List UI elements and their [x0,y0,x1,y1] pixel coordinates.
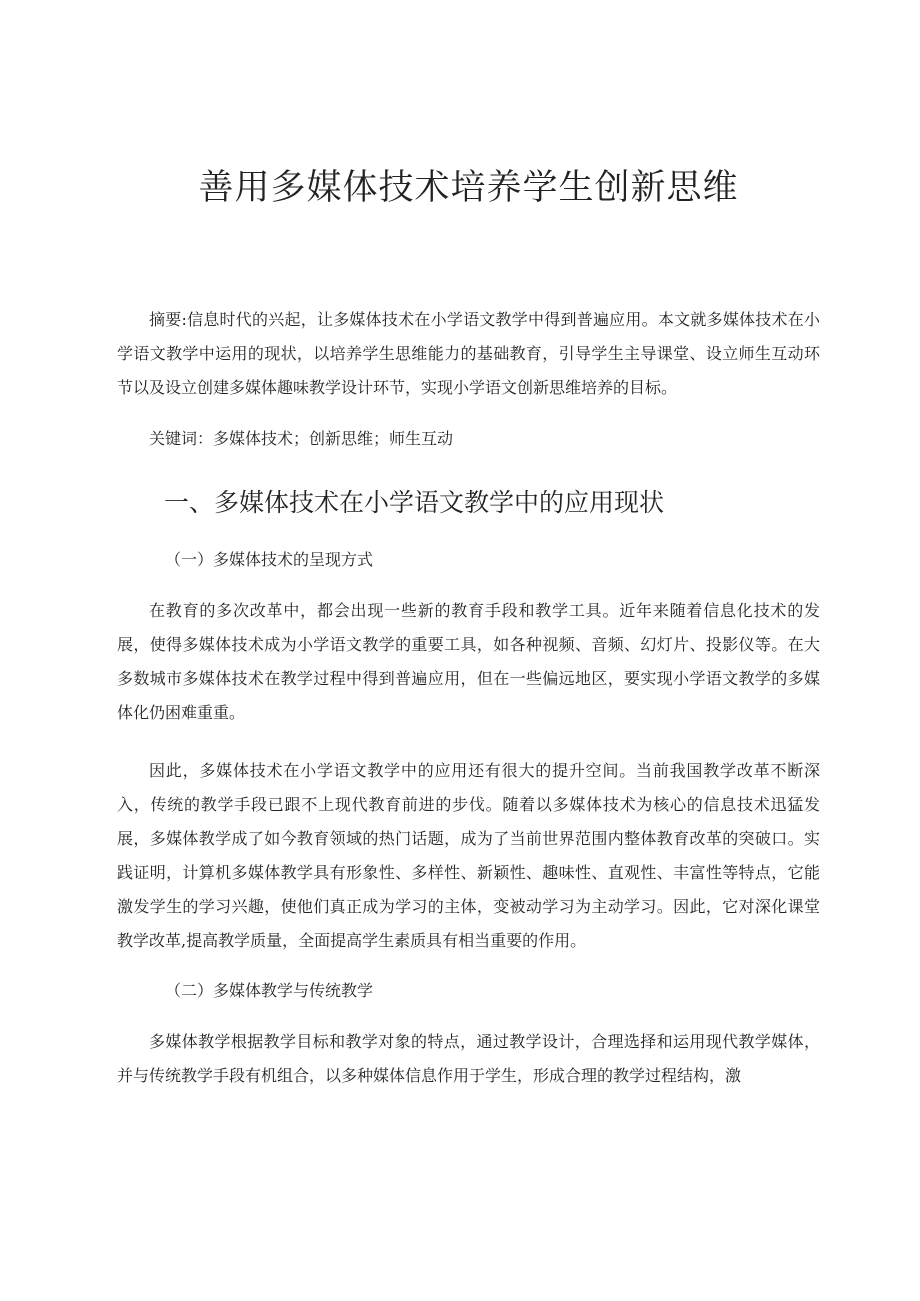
abstract-paragraph: 摘要:信息时代的兴起，让多媒体技术在小学语文教学中得到普遍应用。本文就多媒体技术在小学语文教学中运用的现状，以培养学生思维能力的基础教育，引导学生主导课堂、设立师生互动环节以及设立创建多媒体趣味教学设计环节，实现小学语文创新思维培养的目标。 [117,310,820,397]
subsection-heading-2: （二）多媒体教学与传统教学 [165,981,374,1000]
body-paragraph: 在教育的多次改革中，都会出现一些新的教育手段和教学工具。近年来随着信息化技术的发展，使得多媒体技术成为小学语文教学的重要工具，如各种视频、音频、幻灯片、投影仪等。在大多数城市多媒体技术在教学过程中得到普遍应用，但在一些偏远地区，要实现小学语文教学的多媒体化仍困难重重。 [117,601,820,722]
body-paragraph: 因此，多媒体技术在小学语文教学中的应用还有很大的提升空间。当前我国教学改革不断深入，传统的教学手段已跟不上现代教育前进的步伐。随着以多媒体技术为核心的信息技术迅猛发展，多媒体教学成了如今教育领域的热门话题，成为了当前世界范围内整体教育改革的突破口。实践证明，计算机多媒体教学具有形象性、多样性、新颖性、趣味性、直观性、丰富性等特点，它能激发学生的学习兴趣，使他们真正成为学习的主体，变被动学习为主动学习。因此，它对深化课堂教学改革,提高教学质量，全面提高学生素质具有相当重要的作用。 [117,761,820,950]
body-paragraph: 多媒体教学根据教学目标和教学对象的特点，通过教学设计，合理选择和运用现代教学媒体，并与传统教学手段有机组合，以多种媒体信息作用于学生，形成合理的教学过程结构，激 [117,1032,820,1085]
subsection-heading-1: （一）多媒体技术的呈现方式 [165,550,374,569]
keywords-paragraph: 关键词：多媒体技术；创新思维；师生互动 [149,429,454,448]
document-title: 善用多媒体技术培养学生创新思维 [198,168,739,208]
section-heading-1: 一、多媒体技术在小学语文教学中的应用现状 [164,488,665,517]
